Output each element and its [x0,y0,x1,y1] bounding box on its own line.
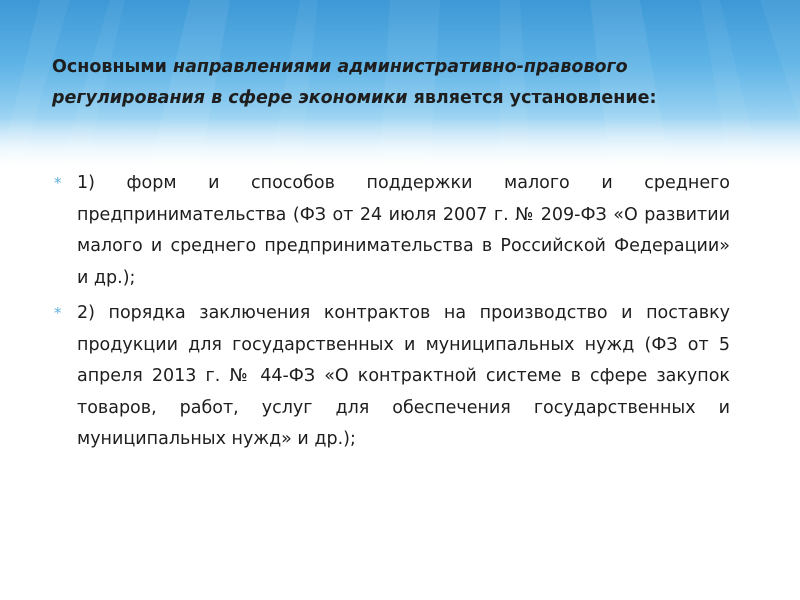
slide-title [52,52,752,114]
title-part-3: является установление: [407,88,657,108]
bullet-text-1: 1) форм и способов поддержки малого и среднего предпринимательства (ФЗ от 24 июля 2007 г. № 209-ФЗ «О развитии малого и среднего предпринимательства в Российской Федерации» и др.); [77,173,730,288]
title-part-2-emphasis: направлениями административно-правового регулирования в сфере экономики [52,57,628,108]
bullet-list [50,168,730,460]
asterisk-bullet-icon: * [54,304,62,322]
header-fade [0,118,800,168]
bullet-item-2 [50,298,730,456]
asterisk-bullet-icon: * [54,174,62,192]
title-part-1: Основными [52,57,174,77]
bullet-text-2: 2) порядка заключения контрактов на производство и поставку продукции для государственных и муниципальных нужд (ФЗ от 5 апреля 2013 г. № 44-ФЗ «О контрактной системе в сфере закупок товаров, работ, услуг для обеспечения государственных и муниципальных нужд» и др.); [77,303,730,449]
bullet-item-1 [50,168,730,294]
